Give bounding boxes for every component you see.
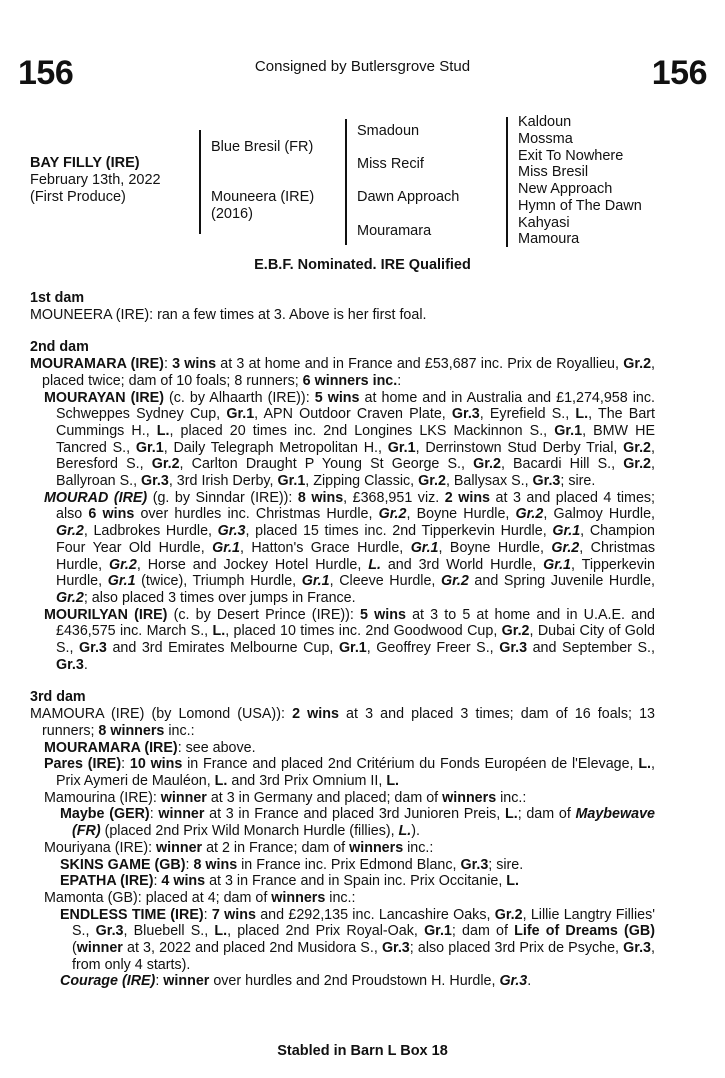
pedigree-sire-dam: Miss Recif (357, 156, 424, 172)
horse-name: BAY FILLY (IRE) (30, 155, 140, 171)
produce-skins-game: SKINS GAME (GB): 8 wins in France inc. Prix Edmond Blanc, Gr.3; sire. (60, 856, 524, 873)
third-dam-heading: 3rd dam (30, 689, 86, 706)
pedigree-gen3-8: Mamoura (518, 231, 580, 247)
produce-maybe: Maybe (GER): winner at 3 in France and placed 3rd Junioren Preis, L.; dam of Maybewave (FR) (placed 2nd Prix Wild Monarch Hurdle (fillies), L.). (60, 806, 655, 840)
pedigree-gen3-1: Kaldoun (518, 114, 572, 130)
lot-number-left: 156 (18, 54, 74, 92)
produce-mouramara: MOURAMARA (IRE): see above. (44, 739, 256, 756)
produce-epatha: EPATHA (IRE): 4 wins at 3 in France and in Spain inc. Prix Occitanie, L. (60, 873, 520, 890)
produce-mourad: MOURAD (IRE) (g. by Sinndar (IRE)): 8 wins, £368,951 viz. 2 wins at 3 and placed 4 times; also 6 wins over hurdles inc. Christmas Hurdle, Gr.2, Boyne Hurdle, Gr.2, Galmoy Hurdle, Gr.2, Ladbrokes Hurdle, Gr.3, placed 15 times inc. 2nd Tipperkevin Hurdle, Gr.1, Champion Four Year Old Hurdle, Gr.1, Hatton's Grace Hurdle, Gr.1, Boyne Hurdle, Gr.2, Christmas Hurdle, Gr.2, Horse and Jockey Hotel Hurdle, L. and 3rd World Hurdle, Gr.1, Tipperkevin Hurdle, Gr.1 (twice), Triumph Hurdle, Gr.1, Cleeve Hurdle, Gr.2 and Spring Juvenile Hurdle, Gr.2; also placed 3 times over jumps in France. (44, 489, 656, 606)
second-dam-text: MOURAMARA (IRE): 3 wins at 3 at home and in France and £53,687 inc. Prix de Royallieu, Gr.2, placed twice; dam of 10 foals; 8 runners; 6 winners inc.: (30, 356, 656, 389)
produce-mamonta: Mamonta (GB): placed at 4; dam of winners inc.: (44, 889, 356, 906)
first-dam-heading: 1st dam (30, 290, 85, 306)
pedigree-dam-year: (2016) (211, 206, 253, 222)
pedigree-gen3-6: Hymn of The Dawn (518, 198, 642, 214)
pedigree-sire-sire: Smadoun (357, 123, 420, 139)
produce-endless-time: ENDLESS TIME (IRE): 7 wins and £292,135 inc. Lancashire Oaks, Gr.2, Lillie Langtry Fillies' S., Gr.3, Bluebell S., L., placed 2nd Prix Royal-Oak, Gr.1; dam of Life of Dreams (GB) (winner at 3, 2022 and placed 2nd Musidora S., Gr.3; also placed 3rd Prix de Psyche, Gr.3, from only 4 starts). (60, 906, 656, 973)
pedigree-sire: Blue Bresil (FR) (211, 139, 314, 155)
produce-courage: Courage (IRE): winner over hurdles and 2nd Proudstown H. Hurdle, Gr.3. (60, 973, 532, 990)
pedigree-dam-sire: Dawn Approach (357, 189, 460, 205)
lot-number-right: 156 (651, 54, 707, 92)
pedigree-gen3-3: Exit To Nowhere (518, 148, 624, 164)
produce-mourayan: MOURAYAN (IRE) (c. by Alhaarth (IRE)): 5 wins at home and in Australia and £1,274,958 inc. Schweppes Sydney Cup, Gr.1, APN Outdoor Craven Plate, Gr.3, Eyrefield S., L., The Bart Cummings H., L., placed 20 times inc. 2nd Longines LKS Mackinnon S., Gr.1, BMW HE Tancred S., Gr.1, Daily Telegraph Metropolitan H., Gr.1, Derrinstown Stud Derby Trial, Gr.2, Beresford S., Gr.2, Carlton Draught P Young St George S., Gr.2, Bacardi Hill S., Gr.2, Ballyroan S., Gr.3, 3rd Irish Derby, Gr.1, Zipping Classic, Gr.2, Ballysax S., Gr.3; sire. (44, 389, 655, 490)
pedigree-gen3-4: Miss Bresil (518, 164, 589, 180)
produce-pares: Pares (IRE): 10 wins in France and placed 2nd Critérium du Fonds Européen de l'Elevage, L., Prix Aymeri de Mauléon, L. and 3rd Prix Omnium II, L. (44, 756, 656, 789)
pedigree-bracket-2 (345, 119, 347, 245)
pedigree-bracket-1 (199, 130, 201, 234)
pedigree-gen3-7: Kahyasi (518, 215, 570, 231)
consignor: Consigned by Butlersgrove Stud (254, 58, 471, 75)
horse-foaled: February 13th, 2022 (30, 172, 161, 188)
pedigree-gen3-2: Mossma (518, 131, 573, 147)
pedigree-dam: Mouneera (IRE) (211, 189, 315, 205)
second-dam-heading: 2nd dam (30, 339, 89, 356)
qualifications: E.B.F. Nominated. IRE Qualified (254, 257, 471, 273)
third-dam-text: MAMOURA (IRE) (by Lomond (USA)): 2 wins at 3 and placed 3 times; dam of 16 foals; 13 runners; 8 winners inc.: (30, 706, 655, 739)
catalogue-body (30, 290, 655, 990)
horse-produce-note: (First Produce) (30, 189, 126, 205)
produce-mourilyan: MOURILYAN (IRE) (c. by Desert Prince (IRE)): 5 wins at 3 to 5 at home and in U.A.E. and £436,575 inc. March S., L., placed 10 times inc. 2nd Goodwood Cup, Gr.2, Dubai City of Gold S., Gr.3 and 3rd Emirates Melbourne Cup, Gr.1, Geoffrey Freer S., Gr.3 and September S., Gr.3. (44, 606, 655, 673)
first-dam-text: MOUNEERA (IRE): ran a few times at 3. Above is her first foal. (30, 306, 427, 323)
pedigree-dam-dam: Mouramara (357, 223, 432, 239)
stabling-location: Stabled in Barn L Box 18 (277, 1043, 448, 1059)
pedigree-gen3-5: New Approach (518, 181, 613, 197)
produce-mamourina: Mamourina (IRE): winner at 3 in Germany and placed; dam of winners inc.: (44, 789, 527, 806)
produce-mouriyana: Mouriyana (IRE): winner at 2 in France; dam of winners inc.: (44, 839, 434, 856)
pedigree-bracket-3 (506, 117, 508, 247)
